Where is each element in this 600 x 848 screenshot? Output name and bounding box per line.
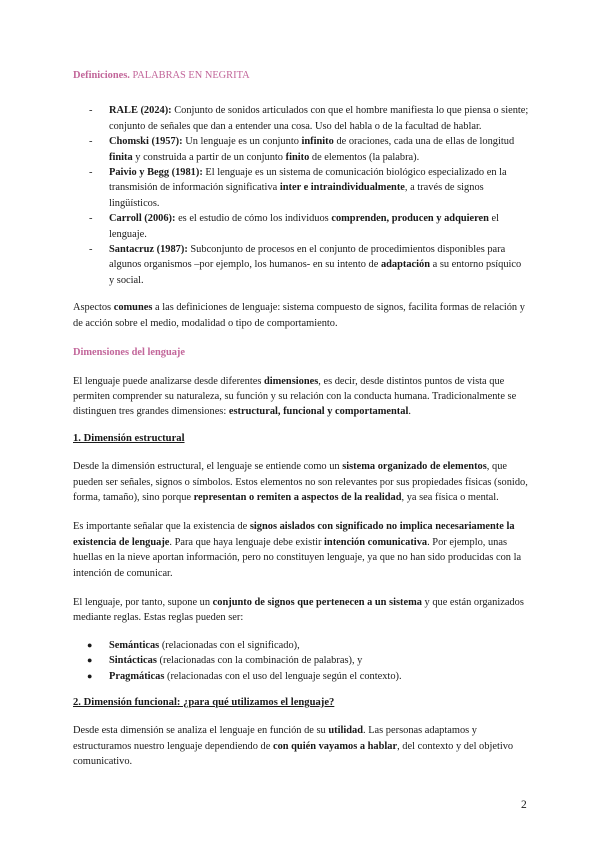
bold-text-run: representan o remiten a aspectos de la realidad: [193, 491, 402, 503]
dash-bullet: -: [89, 213, 93, 225]
text-run: Aspectos: [73, 302, 114, 314]
structural-paragraph-3: [73, 595, 529, 626]
text-run: de elementos (la palabra).: [309, 151, 420, 163]
dash-bullet: -: [89, 105, 93, 117]
definition-author: Santacruz (1987):: [109, 244, 188, 256]
bold-text-run: utilidad: [328, 725, 364, 737]
bold-text-run: dimensiones: [263, 375, 319, 387]
bold-text-run: sistema organizado de elementos: [342, 461, 487, 473]
definition-item: [73, 165, 529, 211]
text-run: .: [408, 406, 411, 418]
bold-words-note: PALABRAS EN NEGRITA: [129, 70, 250, 81]
text-run: El lenguaje, por tanto, supone un: [73, 596, 213, 608]
text-run: a su entorno psíquico y social.: [109, 259, 522, 286]
functional-paragraph-1: [73, 723, 529, 769]
structural-paragraph-2: [73, 519, 529, 581]
definition-author: RALE (2024):: [109, 105, 172, 117]
text-run: , ya sea física o mental.: [401, 491, 499, 503]
bold-text-run: inter e intraindividualmente: [279, 182, 405, 194]
rule-term: Pragmáticas: [109, 670, 165, 682]
definition-item: [73, 134, 529, 165]
document-page: [73, 68, 529, 770]
structural-dimension-heading: 1. Dimensión estructural: [73, 432, 185, 444]
rule-term: Semánticas: [109, 639, 160, 651]
rule-description: (relacionadas con la combinación de palabras), y: [156, 655, 363, 667]
text-run: el lenguaje.: [109, 213, 500, 240]
definition-item: [73, 211, 529, 242]
definition-author: Chomski (1957):: [109, 136, 183, 148]
text-run: a las definiciones de lenguaje: sistema compuesto de signos, facilita formas de relación y de acción sobre el medio, modalidad o tipo de comportamiento.: [73, 302, 525, 329]
bold-text-run: signos aislados con significado no implica necesariamente la existencia de lenguaje: [73, 521, 515, 548]
text-run: . Para que haya lenguaje debe existir: [169, 536, 325, 548]
bold-text-run: adaptación: [380, 259, 431, 271]
dash-bullet: -: [89, 136, 93, 148]
round-bullet-icon: ●: [87, 639, 93, 650]
text-run: Desde la dimensión estructural, el lenguaje se entiende como un: [73, 461, 343, 473]
text-run: de oraciones, cada una de ellas de longitud: [333, 136, 515, 148]
definition-item: [73, 103, 529, 134]
bold-text-run: infinito: [301, 136, 334, 148]
text-run: Es importante señalar que la existencia de: [73, 521, 250, 533]
dash-bullet: -: [89, 167, 93, 179]
text-run: . Las personas adaptamos y estructuramos nuestro lenguaje dependiendo de: [73, 725, 477, 752]
bold-text-run: con quién vayamos a hablar: [272, 740, 398, 752]
definitions-label: Definiciones.: [73, 70, 130, 81]
definitions-header: [73, 68, 529, 83]
bold-text-run: conjunto de signos que pertenecen a un sistema: [212, 596, 422, 608]
bold-text-run: comprenden, producen y adquieren: [331, 213, 489, 225]
dash-bullet: -: [89, 244, 93, 256]
text-run: y construida a partir de un conjunto: [132, 151, 286, 163]
dimensions-intro-paragraph: [73, 374, 529, 420]
text-run: , del contexto y del objetivo comunicativo.: [73, 740, 514, 768]
definition-author: Carroll (2006):: [109, 213, 176, 225]
text-run: El lenguaje puede analizarse desde diferentes: [73, 375, 264, 387]
text-run: . Por ejemplo, unas huellas en la nieve aportan información, pero no constituyen lenguaje, ya que no han sido producidas con la intención de comunicar.: [73, 536, 522, 579]
round-bullet-icon: ●: [87, 670, 93, 681]
rule-item: [73, 638, 529, 653]
definition-item: [73, 242, 529, 288]
rule-item: [73, 653, 529, 668]
bold-text-run: finita: [109, 151, 133, 163]
rule-term: Sintácticas: [109, 655, 157, 667]
definition-author: Paivio y Begg (1981):: [109, 167, 203, 179]
text-run: Subconjunto de procesos en el conjunto de procedimientos disponibles para algunos organismos –por ejemplo, los humanos- en su intento de: [109, 244, 506, 271]
text-run: es el estudio de cómo los individuos: [175, 213, 332, 225]
definition-text: [109, 105, 528, 131]
bold-text-run: comunes: [113, 302, 153, 314]
text-run: y que están organizados mediante reglas. Estas reglas pueden ser:: [73, 596, 524, 624]
common-aspects-paragraph: [73, 300, 529, 331]
rule-item: [73, 669, 529, 684]
bold-text-run: intención comunicativa: [324, 536, 428, 548]
functional-dimension-heading: 2. Dimensión funcional: ¿para qué utilizamos el lenguaje?: [73, 697, 335, 708]
text-run: Un lenguaje es un conjunto: [182, 136, 302, 148]
text-run: , que pueden ser señales, signos o símbolos. Estos elementos no son relevantes por sus propiedades físicas (sonido, forma, tamaño), sino porque: [73, 461, 528, 503]
page-number: 2: [521, 799, 527, 811]
dimensions-heading: Dimensiones del lenguaje: [73, 347, 185, 359]
text-run: Desde esta dimensión se analiza el lenguaje en función de su: [73, 725, 329, 737]
rule-description: (relacionadas con el uso del lenguaje según el contexto).: [164, 670, 402, 682]
text-run: Conjunto de sonidos articulados con que el hombre manifiesta lo que piensa o siente; conjunto de señales que dan a entender una cosa. Uso del habla o de la facultad de hablar.: [109, 105, 529, 132]
bold-text-run: estructural, funcional y comportamental: [228, 406, 409, 418]
text-run: El lenguaje es un sistema de comunicación biológico especializado en la transmisión de información significativa: [109, 167, 507, 194]
definitions-list: [73, 103, 529, 288]
rule-description: (relacionadas con el significado),: [159, 639, 300, 651]
bold-text-run: finito: [285, 151, 310, 163]
round-bullet-icon: ●: [87, 655, 93, 666]
rules-list: [73, 638, 529, 684]
text-run: , a través de signos lingüísticos.: [109, 182, 484, 209]
structural-paragraph-1: [73, 459, 529, 505]
text-run: , es decir, desde distintos puntos de vista que permiten comprender su naturaleza, su función y su relación con la conducta humana. Tradicionalmente se distinguen tres grandes dimensiones:: [73, 375, 517, 418]
